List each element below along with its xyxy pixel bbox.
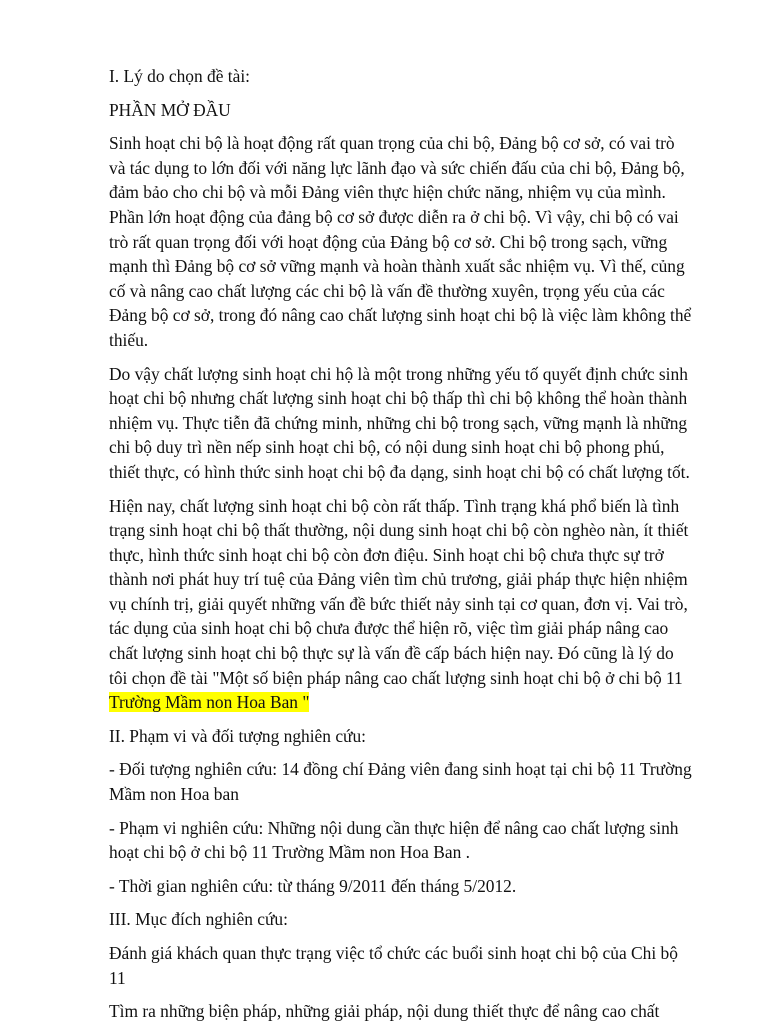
paragraph-4: Đánh giá khách quan thực trạng việc tổ chức các buổi sinh hoạt chi bộ của Chi bộ 11: [109, 943, 678, 988]
list-item-subject: - Đối tượng nghiên cứu: 14 đồng chí Đảng viên đang sinh hoạt tại chi bộ 11 Trường Mầm non Hoa ban: [109, 759, 692, 805]
paragraph-2: Do vậy chất lượng sinh hoạt chi hộ là một trong những yếu tố quyết định chức sinh hoạt chi bộ nhưng chất lượng sinh hoạt chi bộ thấp thì chi bộ không thể hoàn thành nhiệm vụ. Thực tiễn đã chứng minh, những chi bộ trong sạch, vững mạnh là những chi bộ duy trì nền nếp sinh hoạt chi bộ, có nội dung sinh hoạt chi bộ phong phú, thiết thực, có hình thức sinh hoạt chi bộ đa dạng, sinh hoạt chi bộ có chất lượng tốt.: [109, 363, 690, 482]
list-item-scope: - Phạm vi nghiên cứu: Những nội dung cần thực hiện để nâng cao chất lượng sinh hoạt chi bộ ở chi bộ 11 Trường Mầm non Hoa Ban .: [109, 817, 679, 863]
paragraph-3-text: Hiện nay, chất lượng sinh hoạt chi bộ còn rất thấp. Tình trạng khá phổ biến là tình trạng sinh hoạt chi bộ thất thường, nội dung sinh hoạt chi bộ còn nghèo nàn, ít thiết thực, hình thức sinh hoạt chi bộ còn đơn điệu. Sinh hoạt chi bộ chưa thực sự trở thành nơi phát huy trí tuệ của Đảng viên tìm chủ trương, giải pháp thực hiện nhiệm vụ chính trị, giải quyết những vấn đề bức thiết nảy sinh tại cơ quan, đơn vị. Vai trò, tác dụng của sinh hoạt chi bộ chưa được thể hiện rõ, việc tìm giải pháp nâng cao chất lượng sinh hoạt chi bộ thực sự là vấn đề cấp bách hiện nay. Đó cũng là lý do tôi chọn đề tài "Một số biện pháp nâng cao chất lượng sinh hoạt chi bộ ở chi bộ 11: [109, 495, 689, 688]
section-heading-scope: II. Phạm vi và đối tượng nghiên cứu:: [109, 725, 366, 746]
paragraph-3: [109, 494, 693, 715]
document-body: [109, 64, 693, 1033]
paragraph-1: Sinh hoạt chi bộ là hoạt động rất quan trọng của chi bộ, Đảng bộ cơ sở, có vai trò và tác dụng to lớn đối với năng lực lãnh đạo và sức chiến đấu của chi bộ, Đảng bộ, đảm bảo cho chi bộ và mỗi Đảng viên thực hiện chức năng, nhiệm vụ của mình. Phần lớn hoạt động của đảng bộ cơ sở được diễn ra ở chi bộ. Vì vậy, chi bộ có vai trò rất quan trọng đối với hoạt động của Đảng bộ cơ sở. Chi bộ trong sạch, vững mạnh thì Đảng bộ cơ sở vững mạnh và hoàn thành xuất sắc nhiệm vụ. Vì thế, củng cố và nâng cao chất lượng các chi bộ là vấn đề thường xuyên, trọng yếu của các Đảng bộ cơ sở, trong đó nâng cao chất lượng sinh hoạt chi bộ là việc làm không thể thiếu.: [109, 133, 692, 350]
paragraph-5: Tìm ra những biện pháp, những giải pháp, nội dung thiết thực để nâng cao chất: [109, 1001, 660, 1022]
part-heading-intro: PHẦN MỞ ĐẦU: [109, 99, 231, 120]
highlighted-school-name: Trường Mầm non Hoa Ban ": [109, 692, 310, 713]
section-heading-reason: I. Lý do chọn đề tài:: [109, 66, 251, 86]
section-heading-purpose: III. Mục đích nghiên cứu:: [109, 909, 288, 930]
list-item-time: - Thời gian nghiên cứu: từ tháng 9/2011 đến tháng 5/2012.: [109, 875, 517, 896]
